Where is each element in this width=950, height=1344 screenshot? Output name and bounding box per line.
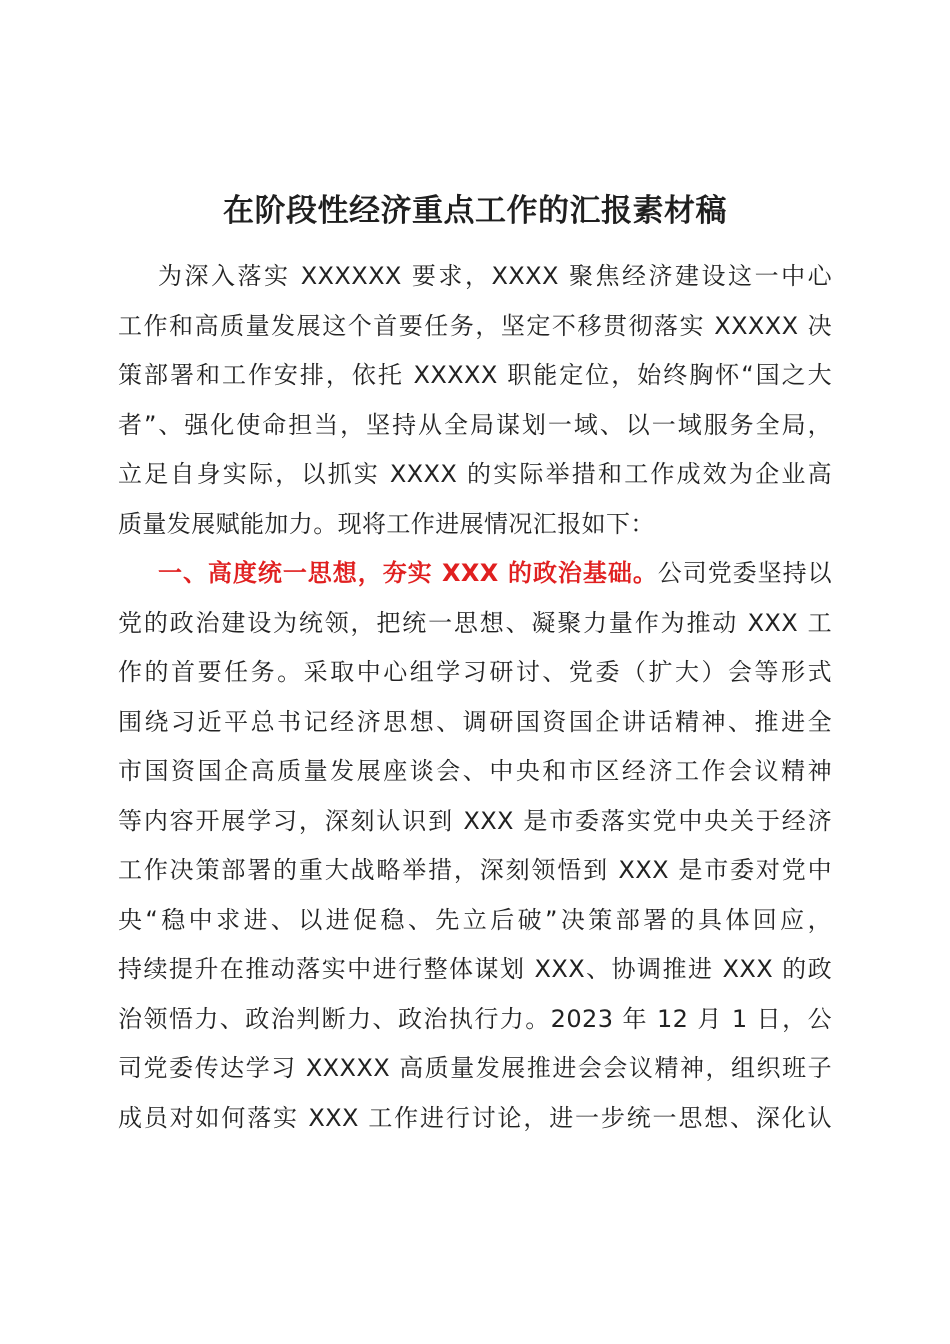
section-1-line: 市国资国企高质量发展座谈会、中央和市区经济工作会议精神 xyxy=(118,757,832,785)
section-1-line: 工作决策部署的重大战略举措，深刻领悟到 XXX 是市委对党中 xyxy=(118,856,832,884)
section-1-line: 司党委传达学习 XXXXX 高质量发展推进会会议精神，组织班子 xyxy=(118,1054,832,1082)
section-1-line: 治领悟力、政治判断力、政治执行力。2023 年 12 月 1 日，公 xyxy=(118,1004,832,1033)
section-1-line: 围绕习近平总书记经济思想、调研国资国企讲话精神、推进全 xyxy=(118,707,832,736)
section-1-heading: 一、高度统一思想，夯实 XXX 的政治基础。 xyxy=(158,559,658,587)
section-1-line: 央“稳中求进、以进促稳、先立后破”决策部署的具体回应， xyxy=(118,905,832,934)
section-1-line: 党的政治建设为统领，把统一思想、凝聚力量作为推动 XXX 工 xyxy=(118,608,832,637)
document-body xyxy=(118,252,832,1143)
intro-line: 立足自身实际，以抓实 XXXX 的实际举措和工作成效为企业高 xyxy=(118,460,832,488)
intro-line: 工作和高质量发展这个首要任务，坚定不移贯彻落实 XXXXX 决 xyxy=(118,311,832,340)
intro-line: 策部署和工作安排，依托 XXXXX 职能定位，始终胸怀“国之大 xyxy=(118,361,832,389)
intro-line: 者”、强化使命担当，坚持从全局谋划一域、以一域服务全局， xyxy=(118,410,832,439)
section-1-line: 作的首要任务。采取中心组学习研讨、党委（扩大）会等形式 xyxy=(118,658,832,686)
document-title: 在阶段性经济重点工作的汇报素材稿 xyxy=(223,193,727,229)
section-1-line: 成员对如何落实 XXX 工作进行讨论，进一步统一思想、深化认 xyxy=(118,1103,832,1132)
section-1-line: 持续提升在推动落实中进行整体谋划 XXX、协调推进 XXX 的政 xyxy=(118,955,832,983)
section-1-first-line-text: 公司党委坚持以 xyxy=(657,559,832,587)
intro-line: 质量发展赋能加力。现将工作进展情况汇报如下： xyxy=(118,509,655,538)
section-1-first-line xyxy=(118,549,832,599)
section-1-line: 等内容开展学习，深刻认识到 XXX 是市委落实党中央关于经济 xyxy=(118,806,832,835)
intro-line: 为深入落实 XXXXXX 要求，XXXX 聚焦经济建设这一中心 xyxy=(158,262,832,290)
